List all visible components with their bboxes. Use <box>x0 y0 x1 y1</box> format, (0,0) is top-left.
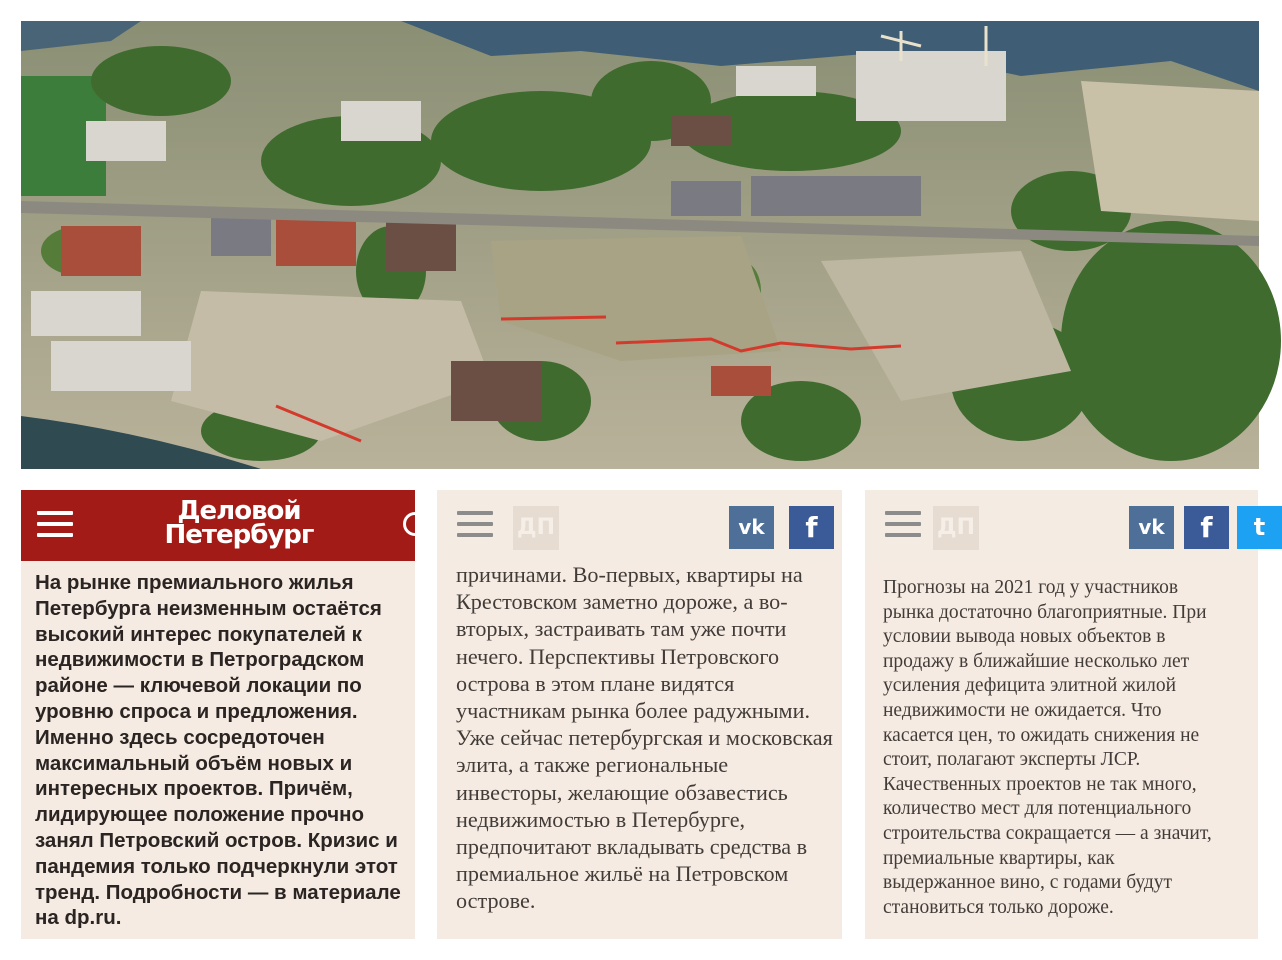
article-panel-2 <box>437 490 842 939</box>
vk-share-button[interactable]: vk <box>729 506 774 549</box>
text-line: элита, а также региональные <box>456 752 729 778</box>
twitter-share-button[interactable]: t <box>1237 506 1282 549</box>
text-line: занял Петровский остров. Кризис и <box>35 828 398 852</box>
text-line: максимальный объём новых и <box>35 751 353 775</box>
text-line: Петербурга неизменным остаётся <box>35 596 382 620</box>
aerial-photo <box>21 21 1259 469</box>
text-line: Крестовском заметно дороже, а во- <box>456 589 788 615</box>
text-line: острова в этом плане видятся <box>456 670 735 696</box>
text-line: строительства сокращается — а значит, <box>883 822 1212 844</box>
text-line: условии вывода новых объектов в <box>883 626 1166 648</box>
text-line: количество мест для потенциального <box>883 798 1192 820</box>
dp-logo[interactable]: ДП <box>933 506 979 550</box>
text-line: Прогнозы на 2021 год у участников <box>883 577 1179 598</box>
text-line: недвижимости в Петроградском <box>35 648 365 672</box>
text-line: Именно здесь сосредоточен <box>35 725 325 749</box>
text-line: Качественных проектов не так много, <box>883 773 1197 795</box>
text-line: уровню спроса и предложения. <box>35 699 358 723</box>
text-line: выдержанное вино, с годами будут <box>883 872 1173 894</box>
text-line: участникам рынка более радужными. <box>456 698 810 724</box>
header-bar <box>437 490 842 562</box>
menu-icon[interactable] <box>457 511 493 544</box>
vk-share-button[interactable]: vk <box>1129 506 1174 549</box>
facebook-share-button[interactable]: f <box>1184 506 1229 549</box>
article-text <box>456 561 833 915</box>
menu-icon[interactable] <box>37 511 73 544</box>
text-line: интересных проектов. Причём, <box>35 777 353 801</box>
text-line: вторых, застраивать там уже почти <box>456 616 787 642</box>
article-text <box>35 570 430 931</box>
article-panel-1 <box>21 490 415 939</box>
article-panel-3 <box>865 490 1266 939</box>
search-icon[interactable] <box>403 512 427 536</box>
text-line: недвижимостью в Петербурге, <box>456 806 746 832</box>
menu-icon[interactable] <box>885 511 921 544</box>
article-text <box>883 576 1212 920</box>
text-line: касается цен, то ожидать снижения не <box>883 724 1200 746</box>
text-line: премиальные квартиры, как <box>883 847 1115 869</box>
text-line: причинами. Во-первых, квартиры на <box>456 562 803 587</box>
brand-line1: Деловой <box>177 496 301 526</box>
text-line: острове. <box>456 888 536 914</box>
brand-logo[interactable] <box>159 496 319 550</box>
text-line: лидирующее положение прочно <box>35 803 365 827</box>
text-line: на dp.ru. <box>35 906 122 930</box>
text-line: стоит, полагают эксперты ЛСР. <box>883 749 1141 771</box>
text-line: продажу в ближайшие несколько лет <box>883 650 1190 672</box>
text-line: пандемия только подчеркнули этот <box>35 854 398 878</box>
text-line: усиления дефицита элитной жилой <box>883 675 1177 697</box>
text-line: становиться только дороже. <box>883 896 1114 918</box>
text-line: районе — ключевой локации по <box>35 674 362 698</box>
text-line: рынка достаточно благоприятные. При <box>883 601 1207 623</box>
facebook-share-button[interactable]: f <box>789 506 834 549</box>
text-line: тренд. Подробности — в материале <box>35 880 401 904</box>
brand-line2: Петербург <box>164 520 314 550</box>
header-bar <box>21 490 415 561</box>
header-bar <box>865 490 1266 562</box>
text-line: предпочитают вкладывать средства в <box>456 834 808 860</box>
text-line: нечего. Перспективы Петровского <box>456 643 780 669</box>
text-line: На рынке премиального жилья <box>35 571 354 594</box>
text-line: Уже сейчас петербургская и московская <box>456 725 833 751</box>
text-line: высокий интерес покупателей к <box>35 622 362 646</box>
dp-logo[interactable]: ДП <box>513 506 559 550</box>
text-line: премиальное жильё на Петровском <box>456 861 789 887</box>
text-line: недвижимости не ожидается. Что <box>883 699 1162 721</box>
text-line: инвесторы, желающие обзавестись <box>456 779 788 805</box>
